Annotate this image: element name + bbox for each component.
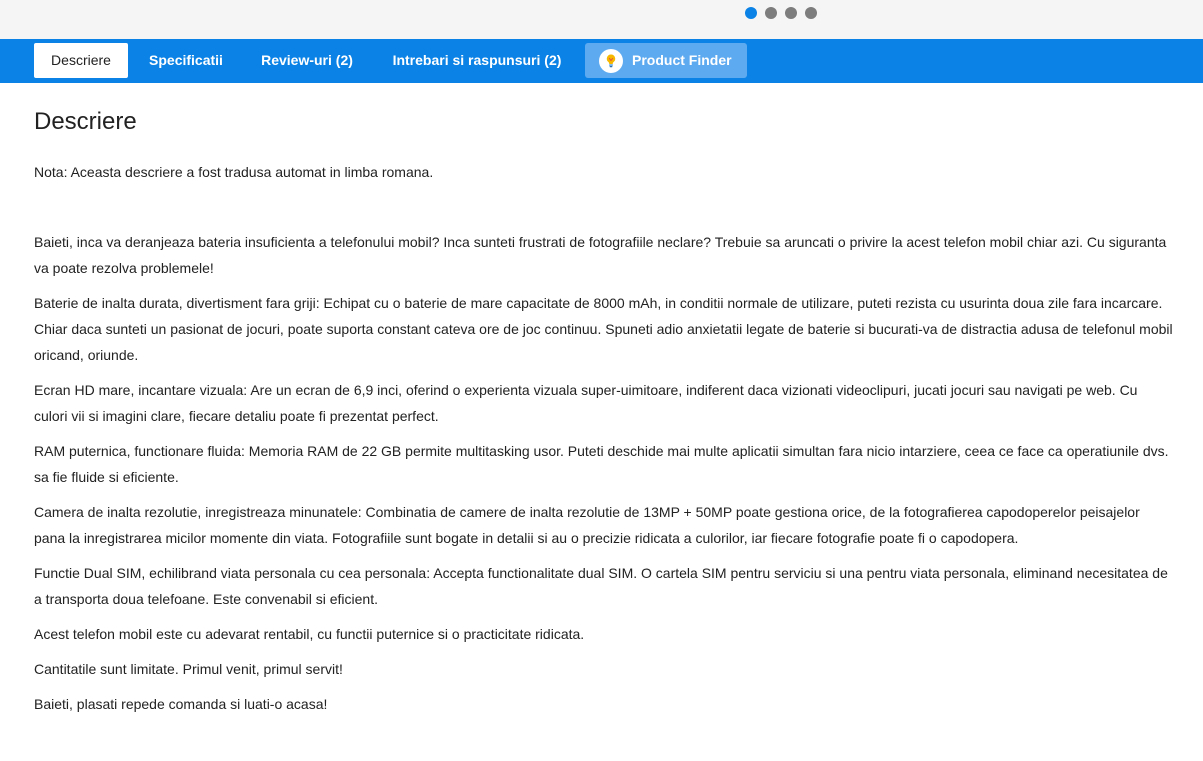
translation-note: Nota: Aceasta descriere a fost tradusa automat in limba romana. [34, 164, 434, 180]
description-paragraph: Functie Dual SIM, echilibrand viata personala cu cea personala: Accepta functionalitate dual SIM. O cartela SIM pentru serviciu si una pentru viata personala, eliminand necesitatea de a transporta doua telefoane. Este convenabil si eficient. [34, 565, 1168, 607]
description-paragraph: Baieti, inca va deranjeaza bateria insuficienta a telefonului mobil? Inca sunteti frustrati de fotografiile neclare? Trebuie sa aruncati o privire la acest telefon mobil chiar azi. Cu siguranta va poate rezolva problemele! [34, 234, 1167, 276]
tab-specificatii[interactable]: Specificatii [149, 52, 223, 68]
section-title: Descriere [34, 108, 137, 135]
description-paragraph: Cantitatile sunt limitate. Primul venit, primul servit! [34, 661, 343, 677]
product-finder-label: Product Finder [632, 52, 732, 68]
description-paragraph: Baieti, plasati repede comanda si luati-o acasa! [34, 696, 328, 712]
description-paragraph: Baterie de inalta durata, divertisment fara griji: Echipat cu o baterie de mare capacitate de 8000 mAh, in conditii normale de utilizare, puteti rezista cu usurinta doua zile fara incarcare. Chiar daca sunteti un pasionat de jocuri, poate suporta constant cateva ore de joc continuu. Spuneti adio anxietatii legate de baterie si bucurati-va de distractia adusa de telefonul mobil oricand, oriunde. [34, 295, 1173, 363]
carousel-dot-1[interactable] [745, 7, 757, 19]
carousel-area [0, 0, 1203, 39]
lightbulb-icon [599, 49, 623, 73]
carousel-dot-2[interactable] [765, 7, 777, 19]
tab-reviews[interactable]: Review-uri (2) [261, 52, 353, 68]
description-paragraph: RAM puternica, functionare fluida: Memoria RAM de 22 GB permite multitasking usor. Puteti deschide mai multe aplicatii simultan fara nicio intarziere, ceea ce face ca operatiunile dvs. sa fie fluide si eficiente. [34, 443, 1169, 485]
tab-descriere[interactable]: Descriere [34, 43, 128, 78]
carousel-dots [745, 7, 817, 19]
tab-questions[interactable]: Intrebari si raspunsuri (2) [392, 52, 562, 68]
description-paragraph: Ecran HD mare, incantare vizuala: Are un ecran de 6,9 inci, oferind o experienta vizuala super-uimitoare, indiferent daca vizionati videoclipuri, jucati jocuri sau navigati pe web. Cu culori vii si imagini clare, fiecare detaliu poate fi prezentat perfect. [34, 382, 1138, 424]
carousel-dot-3[interactable] [785, 7, 797, 19]
carousel-dot-4[interactable] [805, 7, 817, 19]
product-tabs [0, 39, 1203, 83]
description-paragraph: Acest telefon mobil este cu adevarat rentabil, cu functii puternice si o practicitate ridicata. [34, 626, 585, 642]
product-finder-button[interactable] [585, 43, 747, 78]
description-section [34, 83, 1174, 717]
description-paragraph: Camera de inalta rezolutie, inregistreaza minunatele: Combinatia de camere de inalta rezolutie de 13MP + 50MP poate gestiona orice, de la fotografierea capodoperelor peisajelor pana la inregistrarea micilor momente din viata. Fotografiile sunt bogate in detalii si au o precizie ridicata a culorilor, iar fiecare fotografie poate fi o capodopera. [34, 504, 1140, 546]
